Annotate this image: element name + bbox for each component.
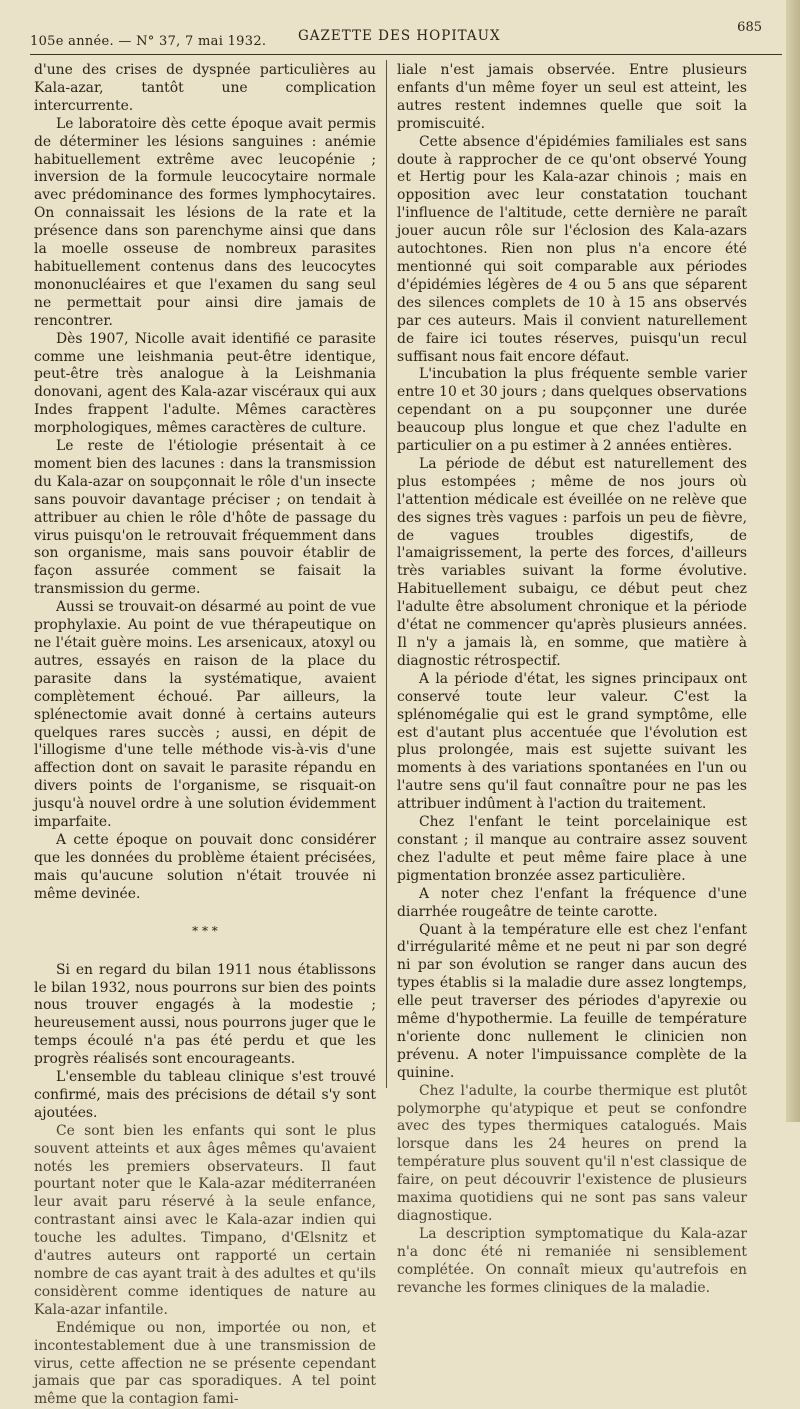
right-paragraph: La description symptomatique du Kala-azar n'a donc été ni remaniée ni sensiblement complétée. On connaît mieux qu'autrefois en revanche les formes cliniques de la maladie. (397, 1225, 747, 1296)
page-header (30, 20, 762, 49)
header-rule (30, 54, 782, 55)
right-paragraph: Chez l'enfant le teint porcelainique est constant ; il manque au contraire assez souvent chez l'adulte et peut même faire place à une pigmentation bronzée assez particulière. (397, 814, 747, 884)
left-paragraph: Le laboratoire dès cette époque avait permis de déterminer les lésions sanguines : anémie habituellement extrême avec leucopénie ; inversion de la formule leucocytaire normale avec prédominance des formes lymphocytaires. On connaissait les lésions de la rate et la présence dans son parenchyme ainsi que dans la moelle osseuse de nombreux parasites habituellement contenus dans des leucocytes mononucléaires et que l'examen du sang seul ne permettait pour ainsi dire jamais de rencontrer. (34, 115, 376, 329)
left-paragraph: Le reste de l'étiologie présentait à ce moment bien des lacunes : dans la transmission du Kala-azar on soupçonnait le rôle d'un insecte sans pouvoir davantage préciser ; on tendait à attribuer au chien le rôle d'hôte de passage du virus puisqu'on le retrouvait fréquemment dans son organisme, mais sans pouvoir établir de façon assurée comment se faisait la transmission du germe. (34, 438, 376, 598)
left-paragraph: Si en regard du bilan 1911 nous établissons le bilan 1932, nous pourrons sur bien des points nous trouver engagés à la modestie ; heureusement aussi, nous pourrons juger que le temps écoulé n'a pas été perdu et que les progrès réalisés sont encourageants. (34, 961, 376, 1068)
right-paragraph: L'incubation la plus fréquente semble varier entre 10 et 30 jours ; dans quelques observations cependant on a pu soupçonner une durée beaucoup plus longue et que chez l'adulte en particulier on a pu estimer à 2 années entières. (397, 366, 747, 455)
left-paragraph: Ce sont bien les enfants qui sont le plus souvent atteints et aux âges mêmes qu'avaient notés les premiers observateurs. Il faut pourtant noter que le Kala-azar méditerranéen leur avait paru réservé à la seule enfance, contrastant ainsi avec le Kala-azar indien qui touche les adultes. Timpano, d'Œlsnitz et d'autres auteurs ont rapporté un certain nombre de cas ayant trait à des adultes et qu'ils considèrent comme identiques de nature au Kala-azar infantile. (34, 1122, 376, 1318)
right-column (397, 62, 747, 1296)
left-paragraph: L'ensemble du tableau clinique s'est trouvé confirmé, mais des précisions de détail s'y sont ajoutées. (34, 1069, 376, 1121)
left-paragraph: Endémique ou non, importée ou non, et incontestablement due à une transmission de virus, cette affection ne se présente cependant jamais que par cas sporadiques. A tel point même que la contagion fami- (34, 1319, 376, 1408)
right-paragraph: Cette absence d'épidémies familiales est sans doute à rapprocher de ce qu'ont observé Young et Hertig pour les Kala-azar chinois ; mais en opposition avec leur constatation touchant l'influence de l'altitude, cette dernière ne paraît jouer aucun rôle sur l'éclosion des Kala-azars autochtones. Rien non plus n'a encore été mentionné qui soit comparable aux périodes d'épidémies légères de 4 ou 5 ans que séparent des silences complets de 10 à 15 ans observés par ces auteurs. Mais il convient naturellement de faire ici toutes réserves, puisqu'un recul suffisant nous fait encore défaut. (397, 133, 747, 365)
right-paragraph: liale n'est jamais observée. Entre plusieurs enfants d'un même foyer un seul est atteint, les autres restent indemnes quelle que soit la promiscuité. (397, 62, 747, 132)
right-paragraph: La période de début est naturellement des plus estompées ; même de nos jours où l'attention médicale est éveillée on ne relève que des signes très vagues : parfois un peu de fièvre, de vagues troubles digestifs, de l'amaigrissement, la perte des forces, d'ailleurs très variables suivant la forme évolutive. Habituellement subaigu, ce début peut chez l'adulte être absolument chronique et la période d'état ne commencer qu'après plusieurs années. Il n'y a jamais là, en somme, que matière à diagnostic rétrospectif. (397, 455, 747, 669)
right-paragraph: A noter chez l'enfant la fréquence d'une diarrhée rougeâtre de teinte carotte. (397, 885, 747, 920)
issue-line: 105e année. — N° 37, 7 mai 1932. (30, 34, 267, 49)
left-paragraph: Aussi se trouvait-on désarmé au point de vue prophylaxie. Au point de vue thérapeutique on ne l'était guère moins. Les arsenicaux, atoxyl ou autres, essayés en raison de la place du parasite dans la systématique, avaient complètement échoué. Par ailleurs, la splénectomie avait donné à certains auteurs quelques rares succès ; aussi, en dépit de l'illogisme d'une telle méthode vis-à-vis d'une affection dont on savait le parasite répandu en divers points de l'organisme, se risquait-on jusqu'à nouvel ordre à une solution évidemment imparfaite. (34, 599, 376, 831)
left-paragraph: A cette époque on pouvait donc considérer que les données du problème étaient précisées, mais qu'aucune solution n'était trouvée ni même devinée. (34, 831, 376, 902)
column-divider (386, 60, 387, 1088)
section-break: * * * (192, 923, 218, 938)
right-paragraph: Chez l'adulte, la courbe thermique est plutôt polymorphe qu'atypique et peut se confondre avec des types thermiques catalogués. Mais lorsque dans les 24 heures on prend la température plus souvent qu'il n'est classique de faire, on peut découvrir l'existence de plusieurs maxima quotidiens qui ne sont pas sans valeur diagnostique. (397, 1082, 747, 1224)
page-number: 685 (737, 20, 762, 35)
left-paragraph: Dès 1907, Nicolle avait identifié ce parasite comme une leishmania peut-être identique, peut-être très analogue à la Leishmania donovani, agent des Kala-azar viscéraux qui aux Indes frappent l'adulte. Mêmes caractères morphologiques, mêmes caractères de culture. (34, 330, 376, 437)
journal-title: GAZETTE DES HOPITAUX (298, 28, 501, 44)
right-paragraph: A la période d'état, les signes principaux ont conservé toute leur valeur. C'est la splénomégalie qui est le grand symptôme, elle est d'autant plus accentuée que l'évolution est plus prolongée, mais est sujette suivant les moments à des variations spontanées en l'un ou l'autre sens qu'il faut connaître pour ne pas les attribuer indûment à l'action du traitement. (397, 670, 747, 813)
page-edge (786, 0, 800, 1122)
left-paragraph: d'une des crises de dyspnée particulières au Kala-azar, tantôt une complication intercurrente. (34, 62, 376, 114)
left-column (34, 62, 376, 1408)
right-paragraph: Quant à la température elle est chez l'enfant d'irrégularité même et ne peut ni par son degré ni par son évolution se ranger dans aucun des types établis si la maladie dure assez longtemps, elle peut traverser des périodes d'apyrexie ou même d'hypothermie. La feuille de température n'oriente donc nullement le clinicien non prévenu. A noter l'impuissance complète de la quinine. (397, 921, 747, 1081)
